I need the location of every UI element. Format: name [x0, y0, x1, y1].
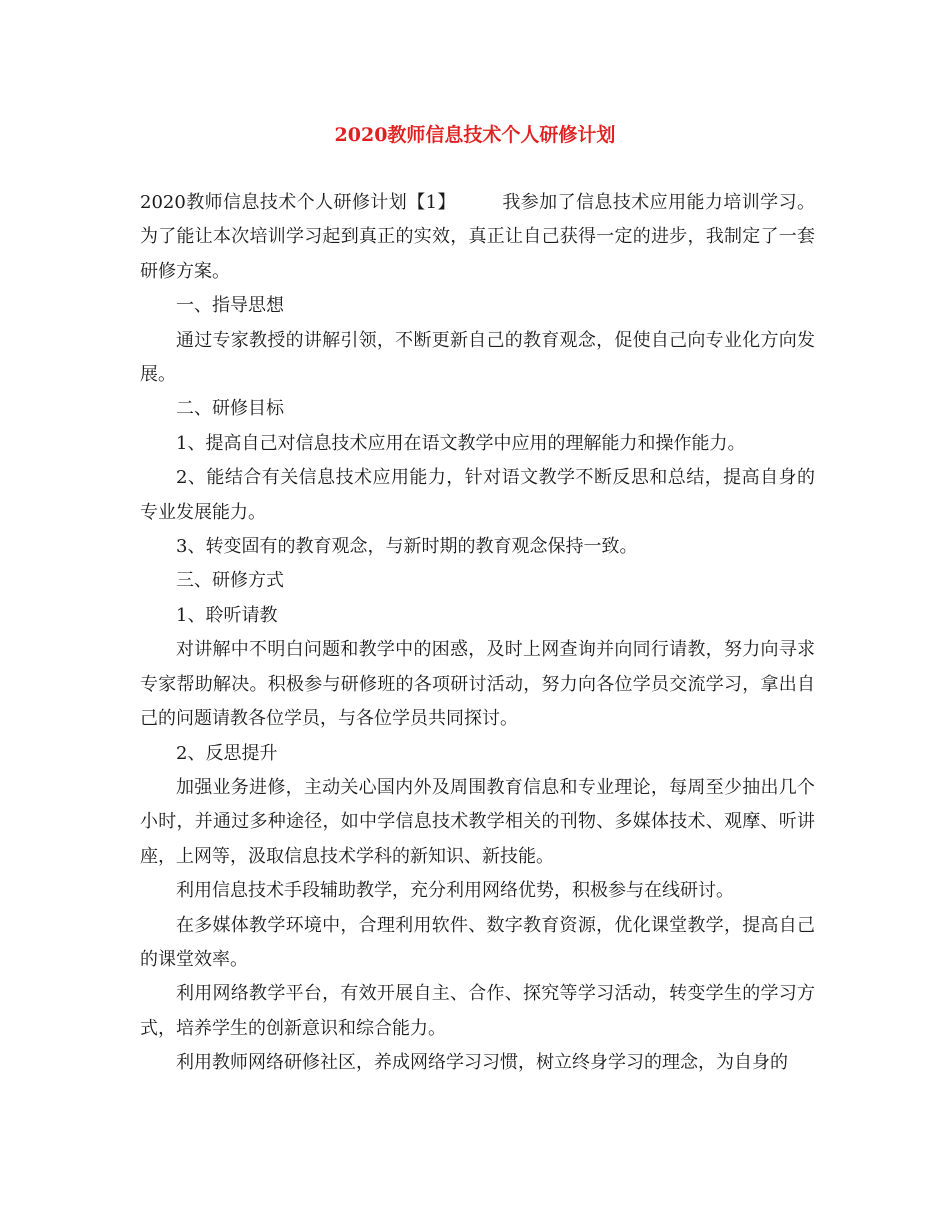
section-heading-methods: 三、研修方式: [176, 570, 284, 592]
section-heading-goals: 二、研修目标: [176, 398, 284, 420]
body-paragraph: 利用网络教学平台，有效开展自主、合作、探究等学习活动，转变学生的学习方式，培养学生的创新意识和综合能力。: [140, 983, 815, 1039]
document-body: [140, 186, 815, 1081]
body-paragraph: 利用信息技术手段辅助教学，充分利用网络优势，积极参与在线研讨。: [176, 880, 734, 902]
section-heading-guiding-idea: 一、指导思想: [176, 295, 284, 317]
intro-paragraph: [140, 186, 815, 289]
body-paragraph: 加强业务进修，主动关心国内外及周围教育信息和专业理论，每周至少抽出几个小时，并通过多种途径，如中学信息技术教学相关的刊物、多媒体技术、观摩、听讲座，上网等，汲取信息技术学科的新知识、新技能。: [140, 776, 815, 867]
intro-heading: 2020教师信息技术个人研修计划【1】: [140, 192, 456, 213]
goal-item: 3、转变固有的教育观念，与新时期的教育观念保持一致。: [176, 536, 638, 558]
intro-text: 我参加了信息技术应用能力培训学习。为了能让本次培训学习起到真正的实效，真正让自己获得一定的进步，我制定了一套研修方案。: [140, 192, 815, 282]
method-subheading: 1、聆听请教: [176, 604, 278, 626]
goal-item: 1、提高自己对信息技术应用在语文教学中应用的理解能力和操作能力。: [176, 432, 746, 454]
document-title: 2020教师信息技术个人研修计划: [334, 124, 616, 146]
body-paragraph: 在多媒体教学环境中，合理利用软件、数字教育资源，优化课堂教学，提高自己的课堂效率。: [140, 914, 815, 970]
body-paragraph: 利用教师网络研修社区，养成网络学习习惯，树立终身学习的理念，为自身的: [176, 1052, 788, 1074]
body-paragraph: 对讲解中不明白问题和教学中的困惑，及时上网查询并向同行请教，努力向寻求专家帮助解决。积极参与研修班的各项研讨活动，努力向各位学员交流学习，拿出自己的问题请教各位学员，与各位学员共同探讨。: [140, 639, 815, 730]
method-subheading: 2、反思提升: [176, 742, 278, 764]
goal-item: 2、能结合有关信息技术应用能力，针对语文教学不断反思和总结，提高自身的专业发展能力。: [140, 467, 815, 523]
body-paragraph: 通过专家教授的讲解引领，不断更新自己的教育观念，促使自己向专业化方向发展。: [140, 329, 815, 386]
